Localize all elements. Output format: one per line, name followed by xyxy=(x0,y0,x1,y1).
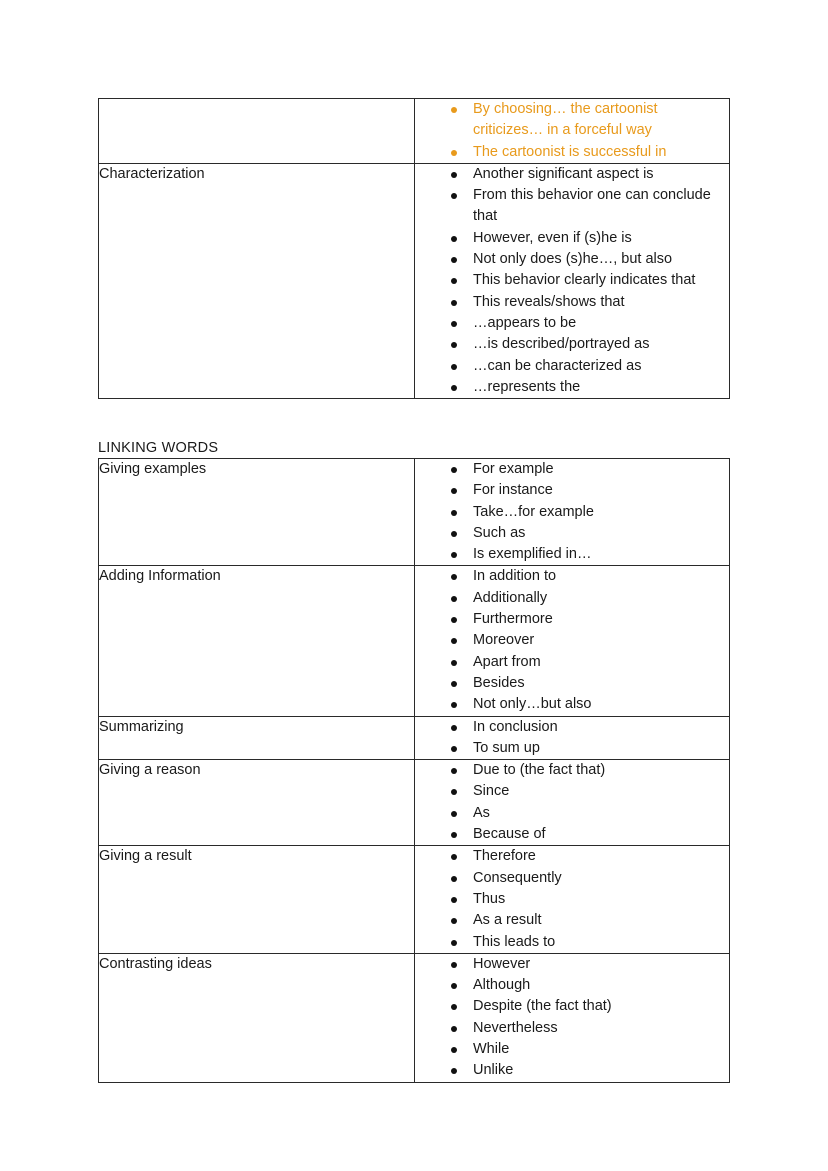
phrase-item: Take…for example xyxy=(415,502,729,523)
phrase-item: By choosing… the cartoonist criticizes… in a forceful way xyxy=(415,99,729,142)
linking-row xyxy=(99,846,730,953)
phrase-item: Because of xyxy=(415,824,729,845)
phrase-item: Consequently xyxy=(415,868,729,889)
phrase-item: While xyxy=(415,1039,729,1060)
row-label: Giving a result xyxy=(99,846,415,953)
phrase-item: To sum up xyxy=(415,738,729,759)
phrase-item: …represents the xyxy=(415,377,729,398)
phrase-item: Is exemplified in… xyxy=(415,544,729,565)
phrase-item: In addition to xyxy=(415,566,729,587)
phrase-item: Not only…but also xyxy=(415,694,729,715)
phrase-item: Not only does (s)he…, but also xyxy=(415,249,729,270)
phrase-list-cell xyxy=(415,163,730,398)
row-label: Giving a reason xyxy=(99,760,415,846)
linking-row xyxy=(99,459,730,566)
phrase-item: Apart from xyxy=(415,652,729,673)
phrase-list-cell xyxy=(415,99,730,164)
phrase-item: This leads to xyxy=(415,932,729,953)
phrase-item: Additionally xyxy=(415,588,729,609)
phrase-item: Such as xyxy=(415,523,729,544)
phrase-item: This reveals/shows that xyxy=(415,292,729,313)
phrase-item: Therefore xyxy=(415,846,729,867)
row-label: Giving examples xyxy=(99,459,415,566)
phrase-item: However, even if (s)he is xyxy=(415,228,729,249)
linking-words-heading: LINKING WORDS xyxy=(98,440,219,456)
phrase-item: Unlike xyxy=(415,1060,729,1081)
row-label: Contrasting ideas xyxy=(99,953,415,1082)
linking-row xyxy=(99,566,730,716)
phrase-item: For instance xyxy=(415,480,729,501)
phrase-item: Thus xyxy=(415,889,729,910)
phrase-item: Besides xyxy=(415,673,729,694)
phrase-item: In conclusion xyxy=(415,717,729,738)
phrase-list xyxy=(415,954,729,1082)
phrase-item: Due to (the fact that) xyxy=(415,760,729,781)
phrase-item: From this behavior one can conclude that xyxy=(415,185,729,228)
linking-row xyxy=(99,716,730,760)
row-label: Characterization xyxy=(99,163,415,398)
linking-words-table xyxy=(98,458,730,1083)
phrase-item: However xyxy=(415,954,729,975)
phrase-item: Furthermore xyxy=(415,609,729,630)
phrase-list-cell xyxy=(415,459,730,566)
linking-row xyxy=(99,760,730,846)
phrase-item: Although xyxy=(415,975,729,996)
phrase-item: The cartoonist is successful in xyxy=(415,142,729,163)
phrase-list xyxy=(415,717,729,760)
linking-row xyxy=(99,953,730,1082)
phrase-item: As xyxy=(415,803,729,824)
phrase-item: …can be characterized as xyxy=(415,356,729,377)
phrase-list xyxy=(415,459,729,565)
phrase-item: As a result xyxy=(415,910,729,931)
phrase-item: For example xyxy=(415,459,729,480)
phrase-list xyxy=(415,164,729,398)
phrase-list xyxy=(415,760,729,845)
phrase-item: Another significant aspect is xyxy=(415,164,729,185)
phrase-list xyxy=(415,99,729,163)
analysis-row xyxy=(99,163,730,398)
phrase-item: Since xyxy=(415,781,729,802)
phrase-list-cell xyxy=(415,566,730,716)
phrase-item: This behavior clearly indicates that xyxy=(415,270,729,291)
phrase-list xyxy=(415,566,729,715)
phrase-item: Nevertheless xyxy=(415,1018,729,1039)
row-label: Summarizing xyxy=(99,716,415,760)
analysis-row xyxy=(99,99,730,164)
phrase-item: Despite (the fact that) xyxy=(415,996,729,1017)
row-label xyxy=(99,99,415,164)
phrase-item: …appears to be xyxy=(415,313,729,334)
phrase-list xyxy=(415,846,729,952)
phrase-list-cell xyxy=(415,846,730,953)
phrase-list-cell xyxy=(415,760,730,846)
phrase-item: Moreover xyxy=(415,630,729,651)
row-label: Adding Information xyxy=(99,566,415,716)
phrase-item: …is described/portrayed as xyxy=(415,334,729,355)
phrase-list-cell xyxy=(415,953,730,1082)
phrase-list-cell xyxy=(415,716,730,760)
analysis-phrases-table xyxy=(98,98,730,399)
